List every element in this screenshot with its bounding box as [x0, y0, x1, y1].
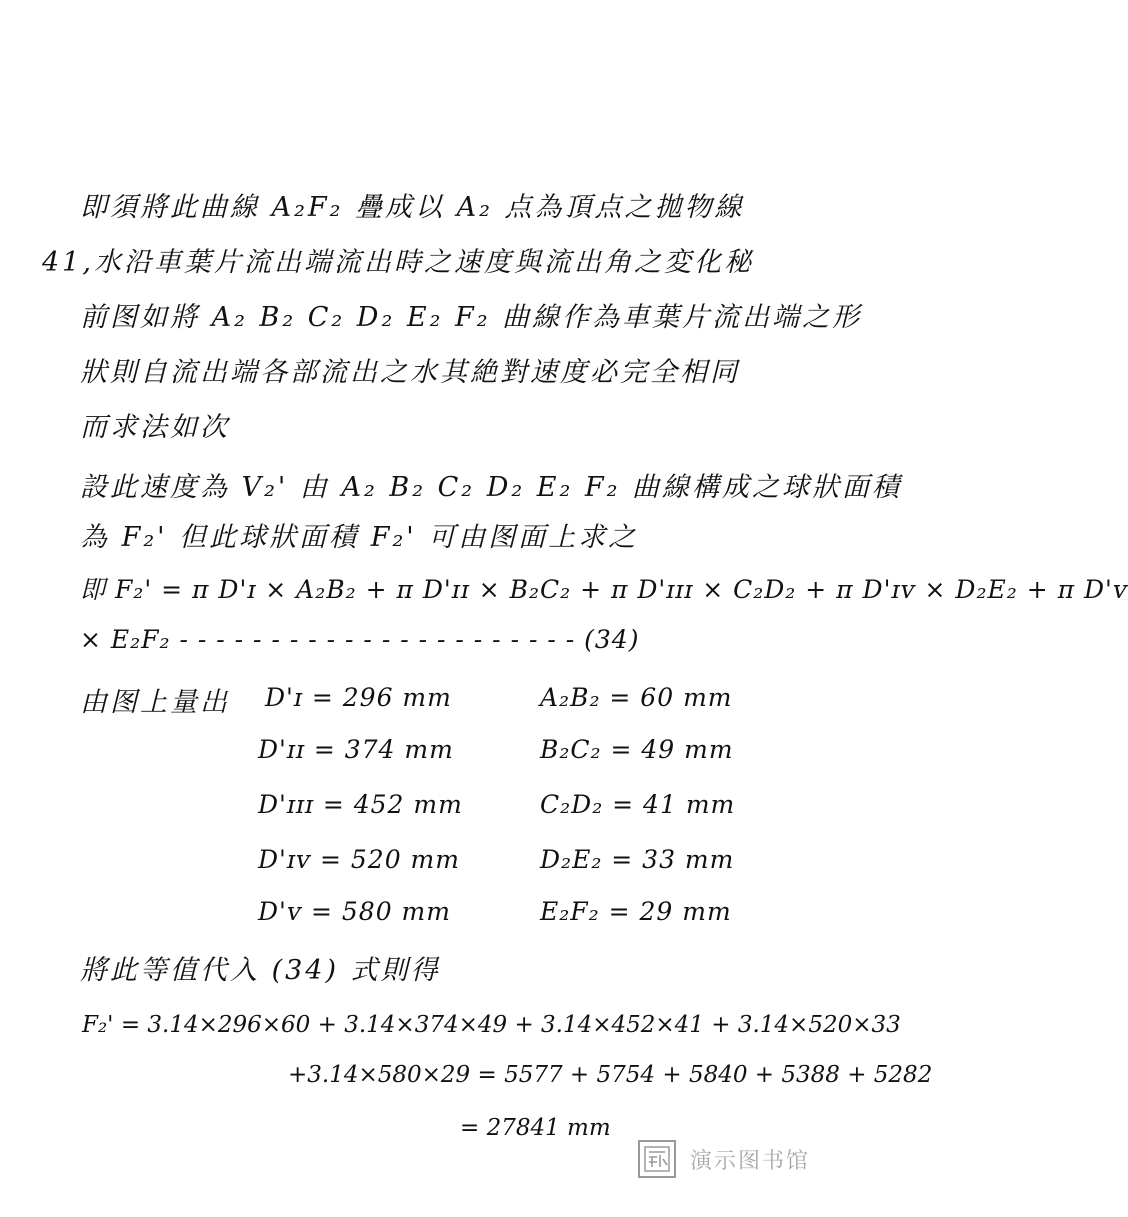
- library-seal-icon: [638, 1140, 676, 1178]
- measurement-left: D'ɪ = 296 mm: [265, 683, 452, 712]
- formula-line-2: × E₂F₂ - - - - - - - - - - - - - - - - - - - - - - (34): [80, 625, 640, 654]
- text-line-6: 設此速度為 V₂' 由 A₂ B₂ C₂ D₂ E₂ F₂ 曲線構成之球狀面積: [80, 472, 903, 503]
- calc-line-3: = 27841 mm: [460, 1115, 611, 1141]
- calc-line-2: +3.14×580×29 = 5577 + 5754 + 5840 + 5388 + 5282: [288, 1062, 933, 1088]
- formula-line-1: 即 F₂' = π D'ɪ × A₂B₂ + π D'ɪɪ × B₂C₂ + π D'ɪɪɪ × C₂D₂ + π D'ɪᴠ × D₂E₂ + π D'ᴠ: [80, 575, 1128, 604]
- measurement-left: D'ɪɪɪ = 452 mm: [258, 790, 463, 819]
- calc-line-1: F₂' = 3.14×296×60 + 3.14×374×49 + 3.14×452×41 + 3.14×520×33: [82, 1012, 901, 1038]
- watermark-text: 演示图书馆: [690, 1149, 811, 1174]
- text-line-7: 為 F₂' 但此球狀面積 F₂' 可由图面上求之: [80, 522, 639, 553]
- measurement-right: D₂E₂ = 33 mm: [540, 845, 735, 874]
- text-line-3: 前图如將 A₂ B₂ C₂ D₂ E₂ F₂ 曲線作為車葉片流出端之形: [80, 302, 863, 333]
- text-line-2: 41,水沿車葉片流出端流出時之速度與流出角之変化秘: [42, 247, 754, 278]
- measurement-left: D'ᴠ = 580 mm: [258, 897, 451, 926]
- substitute-line: 將此等值代入 (34) 式則得: [80, 955, 441, 986]
- measurement-right: B₂C₂ = 49 mm: [540, 735, 734, 764]
- measurement-left: D'ɪᴠ = 520 mm: [258, 845, 460, 874]
- text-line-5: 而求法如次: [80, 412, 230, 443]
- measurement-right: E₂F₂ = 29 mm: [540, 897, 732, 926]
- text-line-1: 即須將此曲線 A₂F₂ 疊成以 A₂ 点為頂点之拋物線: [80, 192, 745, 223]
- measurement-right: A₂B₂ = 60 mm: [540, 683, 733, 712]
- measure-heading: 由图上量出: [80, 687, 230, 718]
- text-line-4: 狀則自流出端各部流出之水其絶對速度必完全相同: [80, 357, 740, 388]
- measurement-right: C₂D₂ = 41 mm: [540, 790, 736, 819]
- measurement-left: D'ɪɪ = 374 mm: [258, 735, 454, 764]
